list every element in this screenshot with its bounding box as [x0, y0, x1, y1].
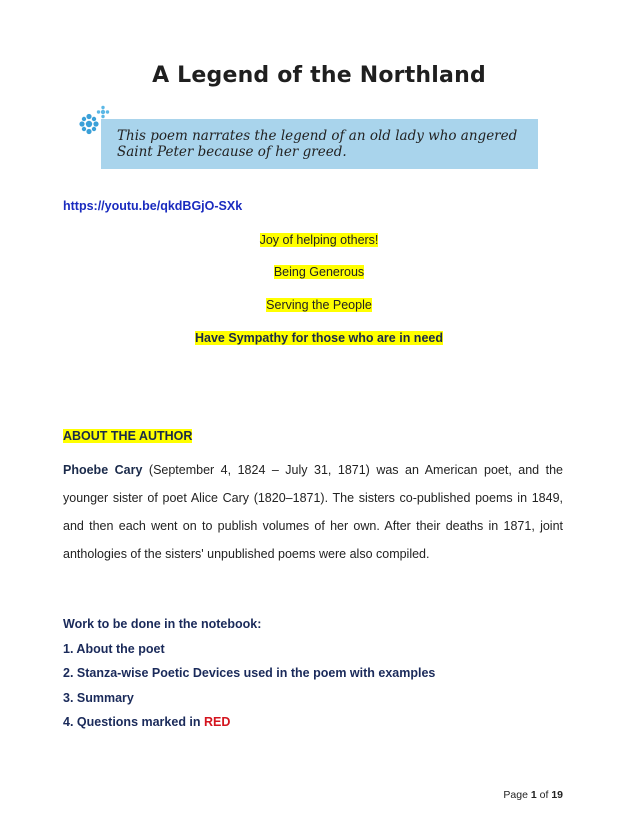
author-paragraph [63, 456, 563, 568]
page-label: Page [503, 789, 531, 801]
page-total: 19 [551, 789, 563, 801]
theme-text: Being Generous [273, 265, 365, 279]
work-list [63, 612, 563, 735]
page-number [503, 789, 563, 801]
author-text: (September 4, 1824 – July 31, 1871) was an American poet, and the younger sister of poet Alice Cary (1820–1871). The sisters co-published poems in 1849, and then each went on to publish volumes of her own. After their deaths in 1871, joint anthologies of the sisters' unpublished poems were also compiled. [63, 463, 563, 561]
red-word: RED [204, 715, 231, 729]
theme-text: Have Sympathy for those who are in need [195, 331, 443, 345]
theme-text: Joy of helping others! [259, 233, 379, 247]
video-link[interactable]: https://youtu.be/qkdBGjO-SXk [63, 199, 243, 213]
theme-text: Serving the People [266, 298, 372, 312]
list-item: 3. Summary [63, 690, 134, 705]
list-item [63, 710, 563, 735]
theme-line-4 [0, 331, 638, 345]
page-current: 1 [530, 789, 537, 801]
list-item: 1. About the poet [63, 641, 165, 656]
list-item: 2. Stanza-wise Poetic Devices used in the poem with examples [63, 666, 436, 680]
theme-line-2 [0, 265, 638, 279]
theme-line-3 [0, 298, 638, 312]
about-author-heading: ABOUT THE AUTHOR [63, 429, 193, 443]
author-name: Phoebe Cary [63, 463, 143, 477]
intro-box [101, 119, 538, 169]
page-of: of [536, 789, 552, 801]
theme-line-1 [0, 233, 638, 247]
document-title: A Legend of the Northland [152, 63, 486, 88]
work-heading: Work to be done in the notebook: [63, 617, 262, 631]
intro-text: This poem narrates the legend of an old lady who angered Saint Peter because of her greed. [117, 128, 518, 160]
work-item-4-prefix: 4. Questions marked in [63, 715, 205, 729]
